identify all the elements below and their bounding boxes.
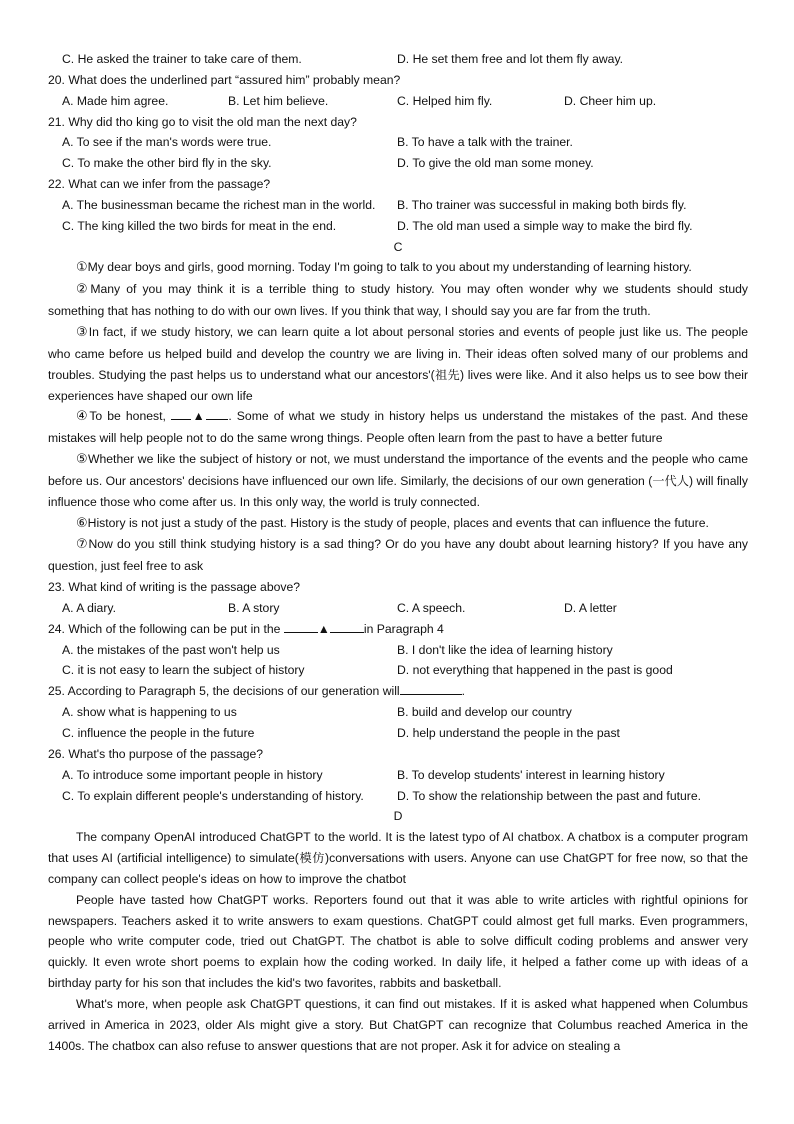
q19-option-c: C. He asked the trainer to take care of them. — [62, 52, 302, 66]
paragraph-number-2: ② — [76, 282, 91, 298]
answer-blank — [206, 408, 228, 420]
q22-options-row-1 — [48, 195, 748, 216]
q23-option-b: B. A story — [228, 600, 280, 615]
q26-stem: 26. What's tho purpose of the passage? — [48, 746, 264, 761]
q22-option-b: B. Tho trainer was successful in making both birds fly. — [397, 197, 687, 212]
q23-option-c: C. A speech. — [397, 600, 466, 615]
triangle-marker-icon: ▲ — [317, 621, 330, 636]
q26-options-row-2 — [48, 786, 748, 807]
q25-stem-pre: 25. According to Paragraph 5, the decisions of our generation will — [48, 684, 400, 699]
paragraph-1-text: My dear boys and girls, good morning. Today I'm going to talk to you about my understanding of learning history. — [87, 260, 692, 275]
section-d-heading: D — [393, 809, 403, 824]
paragraph-number-3: ③ — [76, 324, 89, 340]
q26-option-b: B. To develop students' interest in learning history — [397, 767, 665, 782]
q19-options-row — [48, 49, 748, 70]
paragraph-number-6: ⑥ — [76, 515, 88, 531]
triangle-marker-icon: ▲ — [190, 409, 207, 424]
paragraph-4-text-pre: To be honest, — [89, 409, 171, 424]
q20-options-row — [48, 91, 748, 112]
q25-options-row-1 — [48, 702, 748, 723]
q25-stem — [48, 681, 748, 702]
q22-option-c: C. The king killed the two birds for meat in the end. — [62, 218, 337, 233]
paragraph-4-text-post: . Some of what we study in history helps us understand the mistakes of the past. And these mistakes will help people not to do the same wrong things. People often learn from the past to have a better future — [48, 409, 748, 446]
q20-option-d: D. Cheer him up. — [564, 93, 657, 108]
paragraph-6-text: History is not just a study of the past. History is the study of people, places and events that can influence the future. — [87, 515, 709, 530]
q20-option-b: B. Let him believe. — [228, 93, 329, 108]
q20-stem — [48, 70, 748, 91]
paragraph-7-text: Now do you still think studying history is a sad thing? Or do you have any doubt about learning history? If you have any question, just feel free to ask — [48, 537, 748, 574]
q20-stem-post: ” probably mean? — [305, 72, 401, 87]
q22-option-a: A. The businessman became the richest man in the world. — [62, 197, 376, 212]
answer-blank — [171, 408, 191, 420]
section-c-paragraph-7 — [48, 534, 748, 577]
q22-options-row-2 — [48, 216, 748, 237]
section-d-paragraph-2: People have tasted how ChatGPT works. Reporters found out that it was able to write articles with rightful opinions for newspapers. Teachers asked it to write answers to exam questions. ChatGPT could almost get full marks. Even programmers, people who write computer code, tried out ChatGPT. The chatbot is able to solve difficult coding problems and answer very quickly. It even wrote short poems to explain how the coding worked. In daily life, it helped a father come up with ideas of a birthday party for his son that includes the kid's two favorites, rabbits and basketball. — [48, 892, 748, 991]
q22-stem: 22. What can we infer from the passage? — [48, 177, 271, 192]
paragraph-number-1: ① — [76, 260, 88, 276]
q24-option-a: A. the mistakes of the past won't help us — [62, 642, 280, 657]
q20-option-a: A. Made him agree. — [62, 93, 169, 108]
q26-option-d: D. To show the relationship between the past and future. — [397, 788, 701, 803]
paragraph-3-text: In fact, if we study history, we can learn quite a lot about personal stories and events of people just like us. The people who came before us helped build and develop the country we are living in. Their ideas often solved many of our problems and troubles. Studying the past helps us to understand what our ancestors'(祖先) lives were like. And it also helps us to see bow their experiences have shaped our own life — [48, 324, 749, 403]
paragraph-number-7: ⑦ — [76, 537, 89, 553]
q25-options-row-2 — [48, 723, 748, 744]
q20-underlined-phrase: assured him — [239, 72, 306, 87]
q24-options-row-1 — [48, 640, 748, 661]
q21-option-c: C. To make the other bird fly in the sky. — [62, 156, 272, 171]
q23-stem: 23. What kind of writing is the passage above? — [48, 580, 301, 595]
q25-option-a: A. show what is happening to us — [62, 705, 237, 720]
section-c-paragraph-4 — [48, 406, 748, 449]
q19-option-d: D. He set them free and lot them fly away. — [397, 52, 624, 66]
q26-option-a: A. To introduce some important people in history — [62, 767, 323, 782]
q24-stem-post: in Paragraph 4 — [363, 621, 444, 636]
section-c-paragraph-6 — [48, 513, 748, 535]
q26-options-row-1 — [48, 765, 748, 786]
q24-option-c: C. it is not easy to learn the subject of history — [62, 663, 305, 678]
section-c-heading: C — [393, 239, 403, 254]
q21-option-d: D. To give the old man some money. — [397, 156, 594, 171]
q24-option-b: B. I don't like the idea of learning history — [397, 642, 613, 657]
q24-options-row-2 — [48, 660, 748, 681]
q25-option-d: D. help understand the people in the past — [397, 726, 620, 740]
q20-stem-pre: 20. What does the underlined part “ — [48, 72, 240, 87]
paragraph-5-text: Whether we like the subject of history or not, we must understand the importance of the events and the people who came before us. Our ancestors' decisions have influenced our own life. Similarly, the decisions of our own generation (一代人) will finally influence those who come after us. In this only way, the world is truly connected. — [48, 452, 749, 509]
exam-page — [48, 49, 748, 1057]
q23-option-d: D. A letter — [564, 600, 617, 615]
q21-options-row-2 — [48, 153, 748, 174]
section-c-paragraph-5 — [48, 449, 748, 513]
q25-option-c: C. influence the people in the future — [62, 726, 255, 740]
section-c-paragraph-1 — [48, 257, 748, 279]
q20-option-c: C. Helped him fly. — [397, 93, 493, 108]
q25-stem-post: . — [461, 684, 466, 699]
q26-option-c: C. To explain different people's understanding of history. — [62, 788, 364, 803]
paragraph-number-5: ⑤ — [76, 452, 88, 468]
section-c-paragraph-2 — [48, 279, 748, 322]
answer-blank — [330, 621, 364, 633]
section-d-paragraph-1: The company OpenAI introduced ChatGPT to the world. It is the latest typo of AI chatbox. A chatbox is a computer program that uses AI (artificial intelligence) to simulate(模仿)conversations with users. Anyone can use ChatGPT for free now, so that the company can collect people's ideas on how to improve the chatbot — [48, 830, 748, 886]
section-d-paragraph-3: What's more, when people ask ChatGPT questions, it can find out mistakes. If it is asked what happened when Columbus arrived in America in 2023, older AIs might give a story. But ChatGPT can recognize that Columbus reached America in the 1400s. The chatbox can also refuse to answer questions that are not proper. Ask it for advice on stealing a — [48, 996, 748, 1053]
q21-option-b: B. To have a talk with the trainer. — [397, 135, 573, 150]
section-c-paragraph-3 — [48, 322, 748, 406]
q24-option-d: D. not everything that happened in the past is good — [397, 663, 673, 678]
q22-option-d: D. The old man used a simple way to make the bird fly. — [397, 218, 693, 233]
paragraph-2-text: Many of you may think it is a terrible thing to study history. You may often wonder why we students should study something that has nothing to do with our own lives. If you think that way, I should say you are far from the truth. — [48, 282, 748, 319]
answer-blank — [400, 683, 462, 695]
q21-options-row-1 — [48, 132, 748, 153]
q25-option-b: B. build and develop our country — [397, 705, 572, 720]
q21-stem: 21. Why did tho king go to visit the old man the next day? — [48, 114, 357, 129]
q24-stem-pre: 24. Which of the following can be put in the — [48, 621, 284, 636]
q21-option-a: A. To see if the man's words were true. — [62, 135, 272, 150]
q23-options-row — [48, 598, 748, 619]
paragraph-number-4: ④ — [76, 409, 90, 425]
q24-stem — [48, 619, 748, 640]
answer-blank — [284, 621, 318, 633]
q23-option-a: A. A diary. — [62, 600, 116, 615]
